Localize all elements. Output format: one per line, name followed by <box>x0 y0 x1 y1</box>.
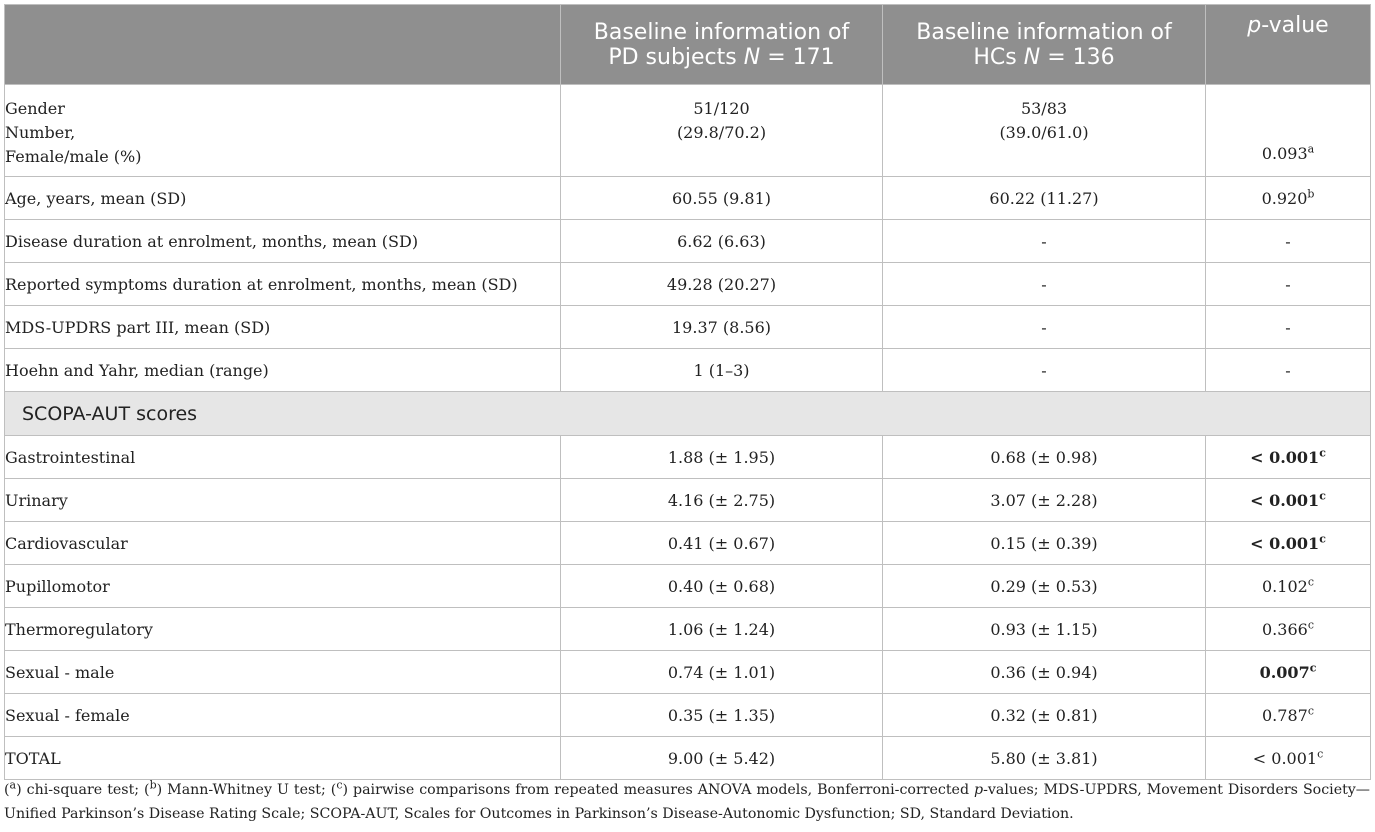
row-pvalue-text: < 0.001 <box>1252 748 1318 768</box>
header-hc <box>883 5 1206 85</box>
row-pvalue-text: 0.007 <box>1259 662 1310 682</box>
gender-pd-line1: 51/120 <box>693 99 750 118</box>
footnote-c-text: ) pairwise comparisons from repeated measures ANOVA models, Bonferroni-corrected <box>342 782 975 798</box>
row-pd-value: 1.06 (± 1.24) <box>561 608 883 651</box>
row-hc-value: 0.36 (± 0.94) <box>883 651 1206 694</box>
row-pvalue-sup: c <box>1319 489 1326 503</box>
row-pvalue-sup: c <box>1307 618 1314 632</box>
row-pd-value: 49.28 (20.27) <box>561 263 883 306</box>
row-label: Age, years, mean (SD) <box>5 177 561 220</box>
table-row <box>5 479 1371 522</box>
gender-label-line3: Female/male (%) <box>5 147 142 166</box>
row-pvalue-text: - <box>1285 317 1291 337</box>
footnote-rest: -values; MDS-UPDRS, Movement Disorders Society—Unified Parkinson’s Disease Rating Scale; SCOPA-AUT, Scales for Outcomes in Parkinson’s Disease-Autonomic Dysfunction; SD, Standard Deviation. <box>4 782 1370 822</box>
row-pd-value: 6.62 (6.63) <box>561 220 883 263</box>
gender-pvalue-sup: a <box>1307 142 1315 156</box>
row-pd-value: 19.37 (8.56) <box>561 306 883 349</box>
header-hc-line2: HCs <box>973 44 1024 70</box>
row-pvalue-text: - <box>1285 274 1291 294</box>
row-pd-value: 0.40 (± 0.68) <box>561 565 883 608</box>
table-row <box>5 263 1371 306</box>
row-label: Reported symptoms duration at enrolment, months, mean (SD) <box>5 263 561 306</box>
row-pvalue-text: - <box>1285 231 1291 251</box>
row-pvalue-text: 0.920 <box>1261 188 1308 208</box>
table-row <box>5 177 1371 220</box>
gender-hc <box>883 85 1206 177</box>
header-empty-cell <box>5 5 561 85</box>
scopa-rows <box>5 436 1371 780</box>
row-pvalue <box>1206 436 1371 479</box>
row-pvalue <box>1206 522 1371 565</box>
section-title: SCOPA-AUT scores <box>5 392 1371 436</box>
row-pvalue-sup: c <box>1317 747 1324 761</box>
table-row <box>5 651 1371 694</box>
row-pvalue <box>1206 177 1371 220</box>
header-pd <box>561 5 883 85</box>
table-row-gender <box>5 85 1371 177</box>
header-hc-line1: Baseline information of <box>916 19 1172 45</box>
row-pvalue-sup: b <box>1307 187 1315 201</box>
row-pvalue <box>1206 565 1371 608</box>
gender-pvalue-text: 0.093 <box>1261 144 1308 163</box>
row-label: Sexual - female <box>5 694 561 737</box>
gender-pd-line2: (29.8/70.2) <box>676 123 767 142</box>
row-label: Hoehn and Yahr, median (range) <box>5 349 561 392</box>
row-pvalue-sup: c <box>1319 532 1326 546</box>
gender-pvalue <box>1206 85 1371 177</box>
header-pd-line1: Baseline information of <box>593 19 850 45</box>
gender-label-line1: Gender <box>5 99 65 118</box>
row-hc-value: 0.68 (± 0.98) <box>883 436 1206 479</box>
row-pd-value: 1.88 (± 1.95) <box>561 436 883 479</box>
gender-label-line2: Number, <box>5 123 76 142</box>
header-pvalue-p: p <box>1247 13 1262 38</box>
table-row <box>5 349 1371 392</box>
row-pvalue-text: 0.787 <box>1262 705 1308 725</box>
table-row <box>5 522 1371 565</box>
header-pvalue <box>1206 5 1371 85</box>
footnote-a-text: ) chi-square test; ( <box>16 782 150 798</box>
table-row <box>5 737 1371 780</box>
row-pvalue <box>1206 651 1371 694</box>
row-pvalue-text: < 0.001 <box>1250 447 1320 467</box>
row-label: Sexual - male <box>5 651 561 694</box>
section-row <box>5 392 1371 436</box>
row-hc-value: 60.22 (11.27) <box>883 177 1206 220</box>
gender-pd <box>561 85 883 177</box>
row-label: MDS-UPDRS part III, mean (SD) <box>5 306 561 349</box>
gender-hc-line2: (39.0/61.0) <box>999 123 1089 142</box>
row-pd-value: 0.35 (± 1.35) <box>561 694 883 737</box>
row-pd-value: 4.16 (± 2.75) <box>561 479 883 522</box>
footnote-c-sup: c <box>336 778 343 792</box>
header-pd-line2: PD subjects <box>608 44 744 70</box>
row-pvalue-text: < 0.001 <box>1250 533 1320 553</box>
footnote-b-sup: b <box>149 778 157 792</box>
table-row <box>5 608 1371 651</box>
row-pvalue-text: < 0.001 <box>1250 490 1320 510</box>
row-hc-value: 3.07 (± 2.28) <box>883 479 1206 522</box>
row-pvalue-sup: c <box>1319 446 1326 460</box>
row-label: Urinary <box>5 479 561 522</box>
row-hc-value: - <box>883 220 1206 263</box>
row-pvalue-text: 0.102 <box>1262 576 1308 596</box>
row-pvalue-text: - <box>1285 360 1291 380</box>
row-hc-value: - <box>883 349 1206 392</box>
row-pvalue-sup: c <box>1307 575 1314 589</box>
baseline-table <box>4 4 1371 780</box>
row-label: Gastrointestinal <box>5 436 561 479</box>
row-label: Disease duration at enrolment, months, mean (SD) <box>5 220 561 263</box>
row-label: Thermoregulatory <box>5 608 561 651</box>
row-label: Pupillomotor <box>5 565 561 608</box>
row-pvalue <box>1206 263 1371 306</box>
row-hc-value: 0.15 (± 0.39) <box>883 522 1206 565</box>
row-pvalue <box>1206 737 1371 780</box>
header-hc-n: N <box>1023 44 1041 70</box>
gender-label <box>5 85 561 177</box>
row-pd-value: 60.55 (9.81) <box>561 177 883 220</box>
row-hc-value: - <box>883 306 1206 349</box>
row-pvalue <box>1206 349 1371 392</box>
row-pd-value: 1 (1–3) <box>561 349 883 392</box>
row-pvalue <box>1206 306 1371 349</box>
row-pvalue-sup: c <box>1307 704 1314 718</box>
row-pvalue <box>1206 479 1371 522</box>
table-row <box>5 436 1371 479</box>
baseline-rows <box>5 177 1371 392</box>
table-row <box>5 220 1371 263</box>
footnote <box>4 778 1370 826</box>
row-pd-value: 0.41 (± 0.67) <box>561 522 883 565</box>
footnote-a-open: ( <box>4 782 10 798</box>
gender-hc-line1: 53/83 <box>1020 99 1068 118</box>
table-row <box>5 306 1371 349</box>
header-row <box>5 5 1371 85</box>
row-hc-value: 5.80 (± 3.81) <box>883 737 1206 780</box>
footnote-b-text: ) Mann-Whitney U test; ( <box>156 782 337 798</box>
row-pvalue-text: 0.366 <box>1262 619 1308 639</box>
row-hc-value: 0.32 (± 0.81) <box>883 694 1206 737</box>
row-pvalue <box>1206 608 1371 651</box>
row-hc-value: - <box>883 263 1206 306</box>
header-pvalue-rest: -value <box>1261 13 1329 38</box>
row-pvalue <box>1206 220 1371 263</box>
header-pd-n: N <box>743 44 761 70</box>
table-row <box>5 565 1371 608</box>
row-label: Cardiovascular <box>5 522 561 565</box>
row-pd-value: 9.00 (± 5.42) <box>561 737 883 780</box>
row-hc-value: 0.29 (± 0.53) <box>883 565 1206 608</box>
row-pvalue <box>1206 694 1371 737</box>
row-pvalue-sup: c <box>1309 661 1317 675</box>
table-row <box>5 694 1371 737</box>
row-hc-value: 0.93 (± 1.15) <box>883 608 1206 651</box>
footnote-p-italic: p <box>974 782 984 798</box>
row-pd-value: 0.74 (± 1.01) <box>561 651 883 694</box>
footnote-a-sup: a <box>9 778 17 792</box>
row-label: TOTAL <box>5 737 561 780</box>
header-hc-count: = 136 <box>1040 44 1115 70</box>
header-pd-count: = 171 <box>760 44 835 70</box>
